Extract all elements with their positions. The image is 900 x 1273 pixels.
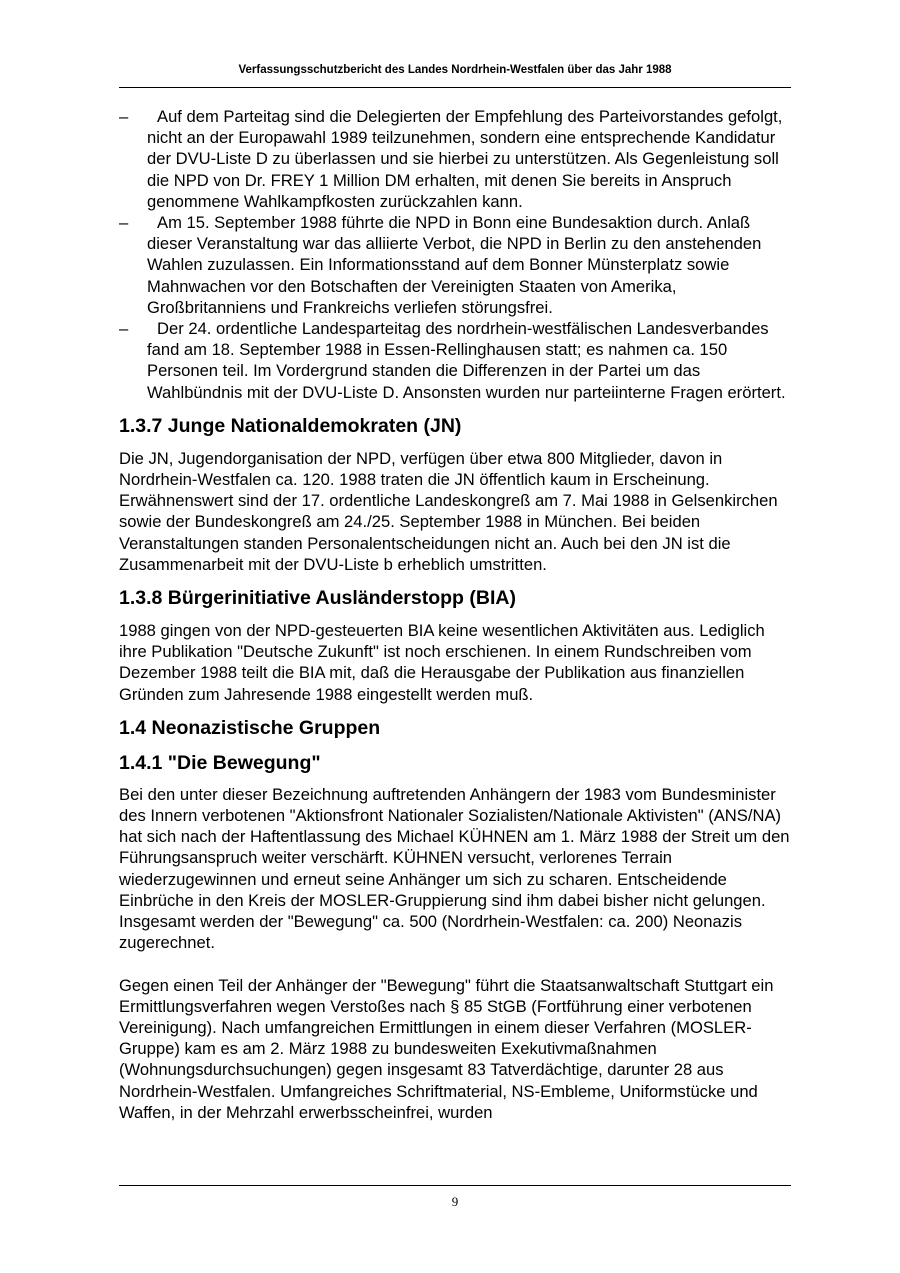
bullet-item xyxy=(119,106,791,212)
section-paragraph-bewegung-1: Bei den unter dieser Bezeichnung auftretenden Anhängern der 1983 vom Bundesminister des Innern verbotenen "Aktionsfront Nationaler Sozialisten/Nationale Aktivisten" (ANS/NA) hat sich nach der Haftentlassung des Michael KÜHNEN am 1. März 1988 der Streit um den Führungsanspruch weiter verschärft. KÜHNEN versucht, verlorenes Terrain wiederzugewinnen und erneut seine Anhänger um sich zu scharen. Entscheidende Einbrüche in den Kreis der MOSLER-Gruppierung sind ihm dabei bisher nicht gelungen. Insgesamt werden der "Bewegung" ca. 500 (Nordrhein-Westfalen: ca. 200) Neonazis zugerechnet. xyxy=(119,784,790,953)
bullet-item xyxy=(119,318,791,403)
header-rule xyxy=(119,87,791,88)
bullet-text: Am 15. September 1988 führte die NPD in Bonn eine Bundesaktion durch. Anlaß dieser Veranstaltung war das alliierte Verbot, die NPD in Berlin zu den anstehenden Wahlen zuzulassen. Ein Informationsstand auf dem Bonner Münsterplatz sowie Mahnwachen vor den Botschaften der Vereinigten Staaten von Amerika, Großbritanniens und Frankreichs verliefen störungsfrei. xyxy=(147,213,762,317)
section-heading-jn: 1.3.7 Junge Nationaldemokraten (JN) xyxy=(119,414,462,437)
section-heading-bia: 1.3.8 Bürgerinitiative Ausländerstopp (BIA) xyxy=(119,587,516,610)
footer-rule xyxy=(119,1185,791,1186)
section-paragraph-jn: Die JN, Jugendorganisation der NPD, verfügen über etwa 800 Mitglieder, davon in Nordrhein-Westfalen ca. 120. 1988 traten die JN öffentlich kaum in Erscheinung. Erwähnenswert sind der 17. ordentliche Landeskongreß am 7. Mai 1988 in Gelsenkirchen sowie der Bundeskongreß am 24./25. September 1988 in München. Bei beiden Veranstaltungen standen Personalentscheidungen nicht an. Auch bei den JN ist die Zusammenarbeit mit der DVU-Liste b erheblich umstritten. xyxy=(119,448,778,574)
bullet-text: Auf dem Parteitag sind die Delegierten der Empfehlung des Parteivorstandes gefolgt, nicht an der Europawahl 1989 teilzunehmen, sondern eine entsprechende Kandidatur der DVU-Liste D zu überlassen und sie hierbei zu unterstützen. Als Gegenleistung soll die NPD von Dr. FREY 1 Million DM erhalten, mit denen Sie bereits in Anspruch genommene Wahlkampfkosten zurückzahlen kann. xyxy=(147,107,783,211)
page-body xyxy=(119,106,791,1123)
section-heading-neonazi: 1.4 Neonazistische Gruppen xyxy=(119,716,381,739)
section-paragraph-bia: 1988 gingen von der NPD-gesteuerten BIA keine wesentlichen Aktivitäten aus. Lediglich ihre Publikation "Deutsche Zukunft" ist noch erschienen. In einem Rundschreiben vom Dezember 1988 teilt die BIA mit, daß die Herausgabe der Publikation aus finanziellen Gründen zum Jahresende 1988 eingestellt werden muß. xyxy=(119,621,765,704)
bullet-text: Der 24. ordentliche Landesparteitag des nordrhein-westfälischen Landesverbandes fand am 18. September 1988 in Essen-Rellinghausen statt; es nahmen ca. 150 Personen teil. Im Vordergrund standen die Differenzen in der Partei um das Wahlbündnis mit der DVU-Liste D. Ansonsten wurden nur parteiinterne Fragen erörtert. xyxy=(147,319,786,402)
running-header: Verfassungsschutzbericht des Landes Nordrhein-Westfalen über das Jahr 1988 xyxy=(238,64,672,76)
bullet-item xyxy=(119,212,791,318)
section-heading-bewegung: 1.4.1 "Die Bewegung" xyxy=(119,751,321,774)
bullet-dash: – xyxy=(119,213,129,233)
bullet-dash: – xyxy=(119,107,129,126)
page-number: 9 xyxy=(451,1194,459,1209)
section-paragraph-bewegung-2: Gegen einen Teil der Anhänger der "Bewegung" führt die Staatsanwaltschaft Stuttgart ein Ermittlungsverfahren wegen Verstoßes nach § 85 StGB (Fortführung einer verbotenen Vereinigung). Nach umfangreichen Ermittlungen in einem dieser Verfahren (MOSLER-Gruppe) kam es am 2. März 1988 zu bundesweiten Exekutivmaßnahmen (Wohnungsdurchsuchungen) gegen insgesamt 83 Tatverdächtige, darunter 28 aus Nordrhein-Westfalen. Umfangreiches Schriftmaterial, NS-Embleme, Uniformstücke und Waffen, in der Mehrzahl erwerbsscheinfrei, wurden xyxy=(119,975,774,1122)
bullet-dash: – xyxy=(119,319,129,339)
